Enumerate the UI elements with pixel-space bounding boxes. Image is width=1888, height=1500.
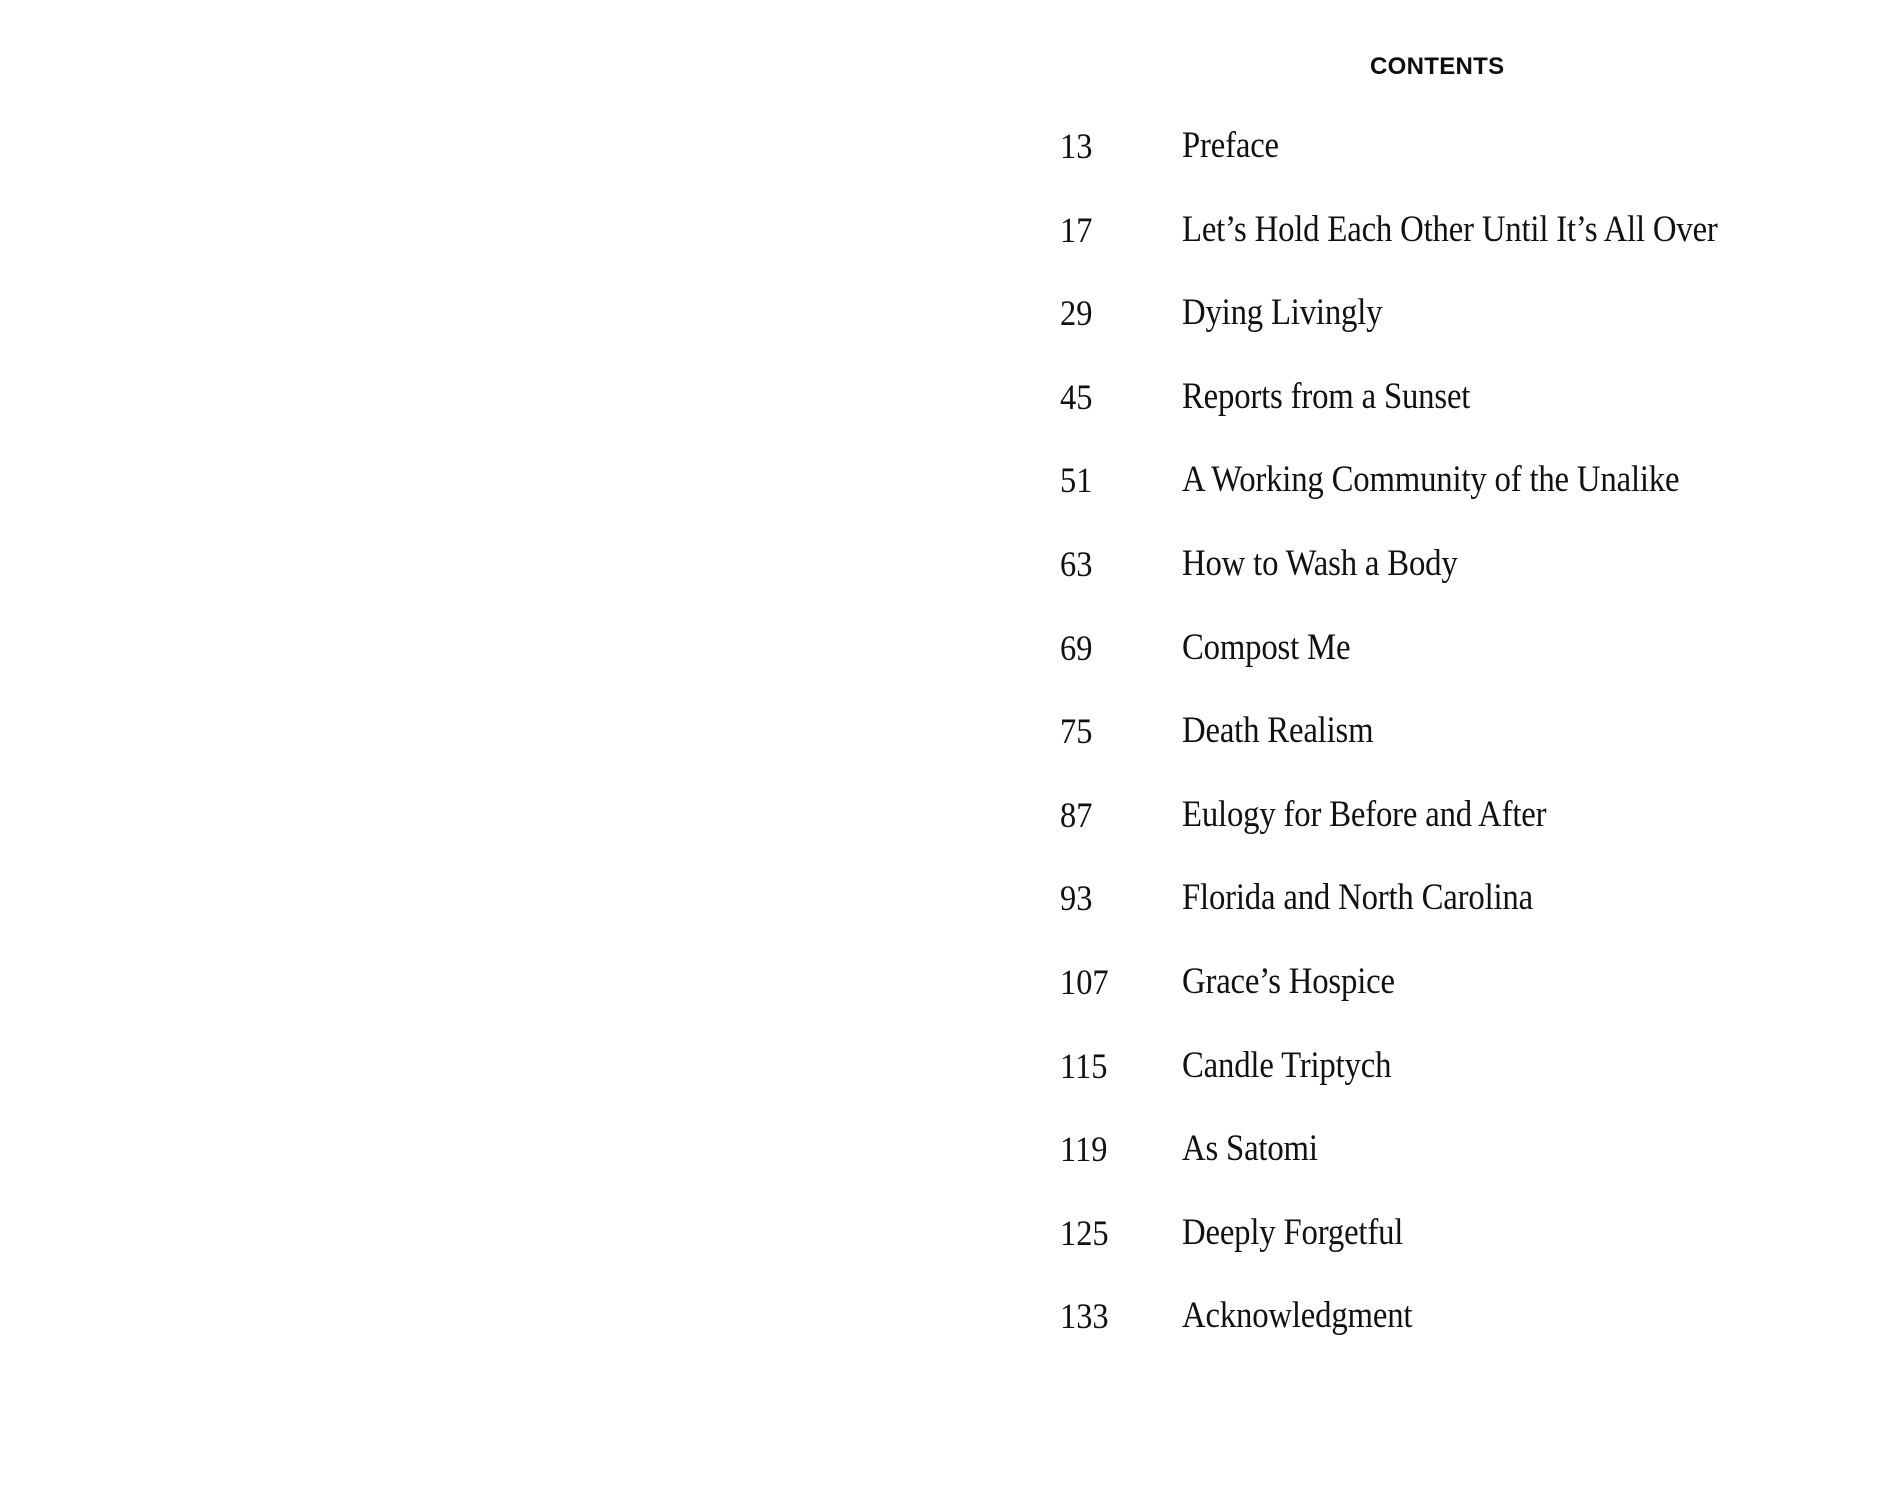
- toc-entry: [1060, 874, 1840, 958]
- toc-title: How to Wash a Body: [1182, 542, 1458, 584]
- table-of-contents: [1060, 122, 1840, 1376]
- toc-title: Reports from a Sunset: [1182, 375, 1471, 417]
- toc-page-number: 119: [1060, 1129, 1108, 1170]
- toc-page-number: 125: [1060, 1212, 1109, 1253]
- toc-page-number: 63: [1060, 543, 1093, 584]
- toc-entry: [1060, 289, 1840, 373]
- toc-page-number: 17: [1060, 209, 1093, 250]
- toc-page-number: 29: [1060, 293, 1093, 334]
- toc-page-number: 75: [1060, 711, 1093, 752]
- toc-page-number: 13: [1060, 126, 1093, 166]
- toc-title: Let’s Hold Each Other Until It’s All Over: [1182, 208, 1718, 250]
- contents-heading: CONTENTS: [1370, 53, 1505, 80]
- toc-page-number: 93: [1060, 878, 1093, 919]
- toc-entry: [1060, 707, 1840, 791]
- toc-page-number: 133: [1060, 1296, 1109, 1337]
- toc-title: Deeply Forgetful: [1182, 1211, 1404, 1253]
- toc-entry: [1060, 958, 1840, 1042]
- toc-title: Grace’s Hospice: [1182, 960, 1395, 1002]
- toc-entry: [1060, 624, 1840, 708]
- toc-title: Candle Triptych: [1182, 1044, 1392, 1086]
- toc-entry: [1060, 456, 1840, 540]
- toc-entry: [1060, 1209, 1840, 1293]
- toc-title: Acknowledgment: [1182, 1295, 1413, 1337]
- toc-entry: [1060, 122, 1840, 206]
- toc-title: Dying Livingly: [1182, 292, 1383, 334]
- toc-page-number: 45: [1060, 376, 1093, 417]
- toc-title: A Working Community of the Unalike: [1182, 459, 1680, 501]
- toc-page-number: 107: [1060, 961, 1109, 1002]
- toc-entry: [1060, 540, 1840, 624]
- toc-title: Death Realism: [1182, 710, 1374, 752]
- toc-title: As Satomi: [1182, 1128, 1318, 1170]
- toc-entry: [1060, 791, 1840, 875]
- toc-entry: [1060, 373, 1840, 457]
- toc-title: Eulogy for Before and After: [1182, 793, 1547, 835]
- toc-page-number: 115: [1060, 1045, 1108, 1086]
- toc-title: Florida and North Carolina: [1182, 877, 1533, 919]
- toc-entry: [1060, 206, 1840, 290]
- toc-page-number: 69: [1060, 627, 1093, 668]
- toc-entry: [1060, 1125, 1840, 1209]
- toc-entry: [1060, 1042, 1840, 1126]
- toc-page-number: 51: [1060, 460, 1093, 501]
- toc-title: Compost Me: [1182, 626, 1351, 668]
- toc-title: Preface: [1182, 125, 1279, 166]
- toc-page-number: 87: [1060, 794, 1093, 835]
- toc-entry: [1060, 1292, 1840, 1376]
